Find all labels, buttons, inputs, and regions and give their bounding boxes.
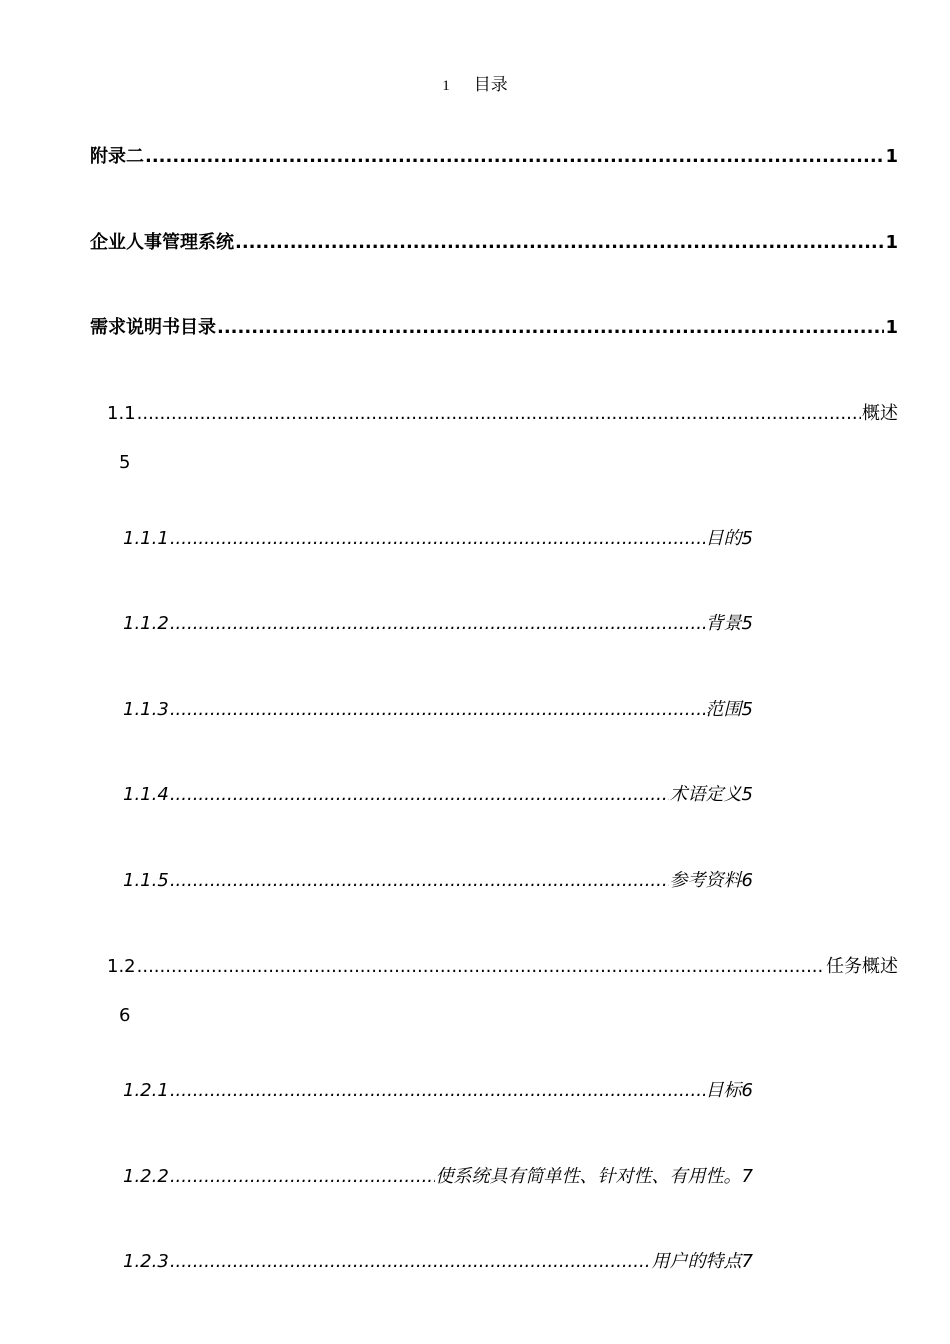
toc-entry-1-1[interactable] [107,399,898,425]
entry-title: 附录二 [90,146,144,167]
entry-title: 用户的特点 [651,1251,742,1272]
toc-entry-hr-system[interactable] [90,228,898,254]
toc-entry-1-1-1[interactable] [123,524,753,550]
toc-heading [0,70,950,95]
entry-number: 1.2 [107,956,136,977]
dot-leader [170,1080,705,1101]
entry-number: 1.1.3 [123,699,169,720]
dot-leader [170,1166,435,1187]
entry-number: 1.1.1 [123,528,169,549]
entry-page: 7 [741,1251,753,1272]
dot-leader [137,403,861,424]
entry-page: 5 [741,613,753,634]
entry-page: 5 [741,699,753,720]
entry-title: 背景 [705,613,742,634]
entry-number: 1.1 [107,403,136,424]
dot-leader [145,146,884,167]
entry-number: 1.1.5 [123,870,169,891]
dot-leader [217,317,884,338]
heading-number: 1 [442,78,450,94]
entry-page: 5 [741,528,753,549]
entry-number: 1.1.4 [123,784,169,805]
entry-page: 1 [885,232,898,253]
entry-page: 6 [741,870,753,891]
entry-title: 企业人事管理系统 [90,232,234,253]
dot-leader [170,870,669,891]
dot-leader [170,1251,651,1272]
entry-title: 术语定义 [669,784,742,805]
entry-number: 1.2.1 [123,1080,169,1101]
entry-page: 1 [885,317,898,338]
entry-page: 1 [885,146,898,167]
toc-entry-requirements-toc[interactable] [90,313,898,339]
dot-leader [137,956,825,977]
toc-entry-1-2-3[interactable] [123,1247,753,1273]
entry-title: 范围 [705,699,742,720]
toc-entry-1-2-2[interactable] [123,1162,753,1188]
entry-title: 目的 [705,528,742,549]
entry-page: 7 [741,1166,753,1187]
entry-number: 1.2.2 [123,1166,169,1187]
dot-leader [170,528,705,549]
entry-number: 1.1.2 [123,613,169,634]
entry-title: 概述 [862,403,898,424]
entry-title: 任务概述 [826,956,898,977]
entry-page: 6 [741,1080,753,1101]
entry-page: 6 [119,1005,131,1026]
entry-title: 使系统具有简单性、针对性、有用性。 [435,1166,742,1187]
entry-number: 1.2.3 [123,1251,169,1272]
entry-title: 目标 [705,1080,742,1101]
toc-entry-1-1-3[interactable] [123,695,753,721]
toc-entry-1-1-2[interactable] [123,609,753,635]
toc-entry-1-2[interactable] [107,952,898,978]
dot-leader [170,699,705,720]
entry-title: 需求说明书目录 [90,317,216,338]
toc-entry-1-1-5[interactable] [123,866,753,892]
entry-page: 5 [119,452,131,473]
entry-page: 5 [741,784,753,805]
dot-leader [170,613,705,634]
toc-entry-appendix-2[interactable] [90,142,898,168]
toc-entry-1-1-4[interactable] [123,780,753,806]
dot-leader [235,232,884,253]
dot-leader [170,784,669,805]
toc-entry-1-2-1[interactable] [123,1076,753,1102]
entry-title: 参考资料 [669,870,742,891]
heading-title: 目录 [473,75,508,95]
